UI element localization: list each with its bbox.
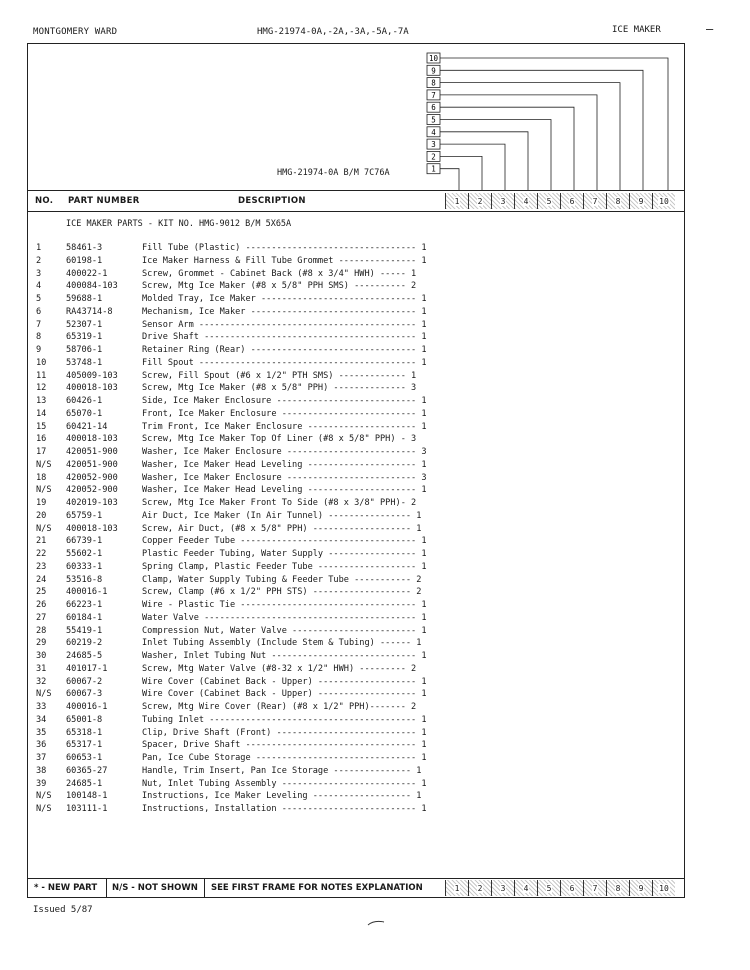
part-number: 65319-1	[66, 332, 103, 343]
diagram-area	[28, 44, 684, 190]
part-index: 39	[36, 778, 47, 789]
part-number: 420051-900	[66, 459, 118, 470]
part-index: 8	[36, 332, 42, 343]
part-index: 3	[36, 268, 42, 279]
part-description: Screw, Mtg Ice Maker Top Of Liner (#8 x 5/8" PPH) - 3	[142, 434, 417, 445]
table-row	[28, 434, 684, 447]
part-index: 13	[36, 396, 47, 406]
part-description: Plastic Feeder Tubing, Water Supply ----------------- 1	[142, 549, 427, 559]
frame-number-cell: 2	[468, 193, 491, 209]
callout-number: 8	[431, 78, 436, 88]
part-description: Mechanism, Ice Maker -------------------------------- 1	[142, 306, 427, 317]
part-number: 400018-103	[66, 523, 118, 534]
frame-number-cell: 6	[560, 880, 583, 896]
table-row	[28, 804, 684, 817]
part-index: 20	[36, 510, 47, 521]
callout-leader	[440, 132, 528, 190]
part-number: 24685-1	[66, 778, 103, 789]
part-description: Screw, Mtg Ice Maker (#8 x 5/8" PPH SMS) ---------- 2	[142, 281, 417, 292]
table-row	[28, 447, 684, 460]
part-description: Clip, Drive Shaft (Front) --------------------------- 1	[142, 727, 427, 738]
part-number: 65317-1	[66, 740, 103, 751]
frame-number-cell: 10	[652, 880, 675, 896]
callout-leader	[440, 70, 643, 190]
table-row	[28, 358, 684, 371]
part-index: 27	[36, 612, 47, 623]
part-number: 103111-1	[66, 804, 108, 814]
table-row	[28, 715, 684, 728]
part-index: 9	[36, 345, 42, 355]
part-index: N/S	[36, 804, 52, 814]
frame-number-cell: 7	[583, 880, 606, 896]
table-row	[28, 409, 684, 422]
part-description: Clamp, Water Supply Tubing & Feeder Tube ----------- 2	[142, 574, 422, 585]
part-index: 33	[36, 702, 47, 712]
frame-number-cell: 9	[629, 880, 652, 896]
part-number: 59688-1	[66, 294, 103, 304]
part-number: 60653-1	[66, 753, 103, 763]
part-index: 38	[36, 765, 47, 776]
part-description: Spacer, Drive Shaft --------------------------------- 1	[142, 740, 427, 751]
part-description: Instructions, Ice Maker Leveling ------------------- 1	[142, 791, 422, 802]
part-number: 60421-14	[66, 421, 108, 432]
part-number: RA43714-8	[66, 306, 113, 317]
part-description: Tubing Inlet ---------------------------------------- 1	[142, 714, 427, 725]
part-description: Side, Ice Maker Enclosure --------------------------- 1	[142, 396, 427, 406]
column-header	[28, 190, 684, 212]
part-number: 60067-2	[66, 676, 103, 687]
part-number: 53748-1	[66, 357, 103, 368]
part-number: 400018-103	[66, 383, 118, 394]
part-description: Washer, Inlet Tubing Nut ---------------------------- 1	[142, 651, 427, 661]
part-index: 29	[36, 638, 47, 649]
callout-number: 2	[431, 152, 436, 162]
frame-number-cell: 9	[629, 193, 652, 209]
part-number: 60067-3	[66, 689, 103, 700]
part-index: 28	[36, 625, 47, 636]
table-row	[28, 779, 684, 792]
footer-legend	[28, 878, 684, 897]
part-description: Compression Nut, Water Valve ------------------------ 1	[142, 625, 427, 636]
part-index: 6	[36, 306, 42, 317]
part-number: 65001-8	[66, 714, 103, 725]
part-index: 4	[36, 281, 42, 292]
part-description: Wire Cover (Cabinet Back - Upper) ------------------- 1	[142, 676, 427, 687]
parts-list-frame	[27, 43, 685, 898]
table-row	[28, 651, 684, 664]
part-description: Washer, Ice Maker Head Leveling --------------------- 1	[142, 485, 427, 496]
part-index: 26	[36, 600, 47, 610]
part-number: 400022-1	[66, 268, 108, 279]
table-row	[28, 766, 684, 779]
part-description: Pan, Ice Cube Storage ------------------------------- 1	[142, 753, 427, 763]
callout-number: 4	[431, 127, 436, 137]
pen-mark	[366, 918, 386, 928]
part-number: 55602-1	[66, 549, 103, 559]
table-row	[28, 332, 684, 345]
model-numbers: HMG-21974-0A,-2A,-3A,-5A,-7A	[257, 27, 409, 37]
frame-number-cell: 4	[514, 193, 537, 209]
callout-number: 3	[431, 140, 436, 150]
part-index: 25	[36, 587, 47, 598]
part-description: Wire - Plastic Tie ---------------------------------- 1	[142, 600, 427, 610]
part-description: Nut, Inlet Tubing Assembly -------------------------- 1	[142, 778, 427, 789]
table-row	[28, 269, 684, 282]
part-description: Screw, Air Duct, (#8 x 5/8" PPH) ------------------- 1	[142, 523, 422, 534]
brand-name: MONTGOMERY WARD	[33, 27, 118, 37]
table-row	[28, 485, 684, 498]
part-number: 66223-1	[66, 600, 103, 610]
callout-leader	[440, 58, 668, 190]
table-row	[28, 371, 684, 384]
frame-number-cell: 3	[491, 193, 514, 209]
part-number: 65318-1	[66, 727, 103, 738]
callout-leader	[440, 156, 482, 190]
part-number: 60184-1	[66, 612, 103, 623]
part-description: Ice Maker Harness & Fill Tube Grommet --------------- 1	[142, 255, 427, 266]
part-index: 19	[36, 498, 47, 508]
part-index: 5	[36, 294, 42, 304]
part-description: Screw, Fill Spout (#6 x 1/2" PTH SMS) ------------- 1	[142, 370, 417, 381]
callout-number: 10	[428, 54, 439, 63]
table-row	[28, 664, 684, 677]
frame-number-cell: 6	[560, 193, 583, 209]
table-row	[28, 498, 684, 511]
part-index: 36	[36, 740, 47, 751]
table-row	[28, 562, 684, 575]
table-row	[28, 702, 684, 715]
part-index: 22	[36, 549, 47, 559]
callout-leader	[440, 120, 551, 191]
part-index: 23	[36, 561, 47, 572]
table-row	[28, 753, 684, 766]
table-row	[28, 728, 684, 741]
part-number: 400084-103	[66, 281, 118, 292]
part-description: Screw, Grommet - Cabinet Back (#8 x 3/4" HWH) ----- 1	[142, 268, 417, 279]
frame-number-strip-bottom	[445, 880, 675, 896]
table-row	[28, 396, 684, 409]
part-index: 12	[36, 383, 47, 394]
part-description: Screw, Clamp (#6 x 1/2" PPH STS) ------------------- 2	[142, 587, 422, 598]
part-description: Instructions, Installation -------------------------- 1	[142, 804, 427, 814]
table-row	[28, 281, 684, 294]
part-description: Screw, Mtg Wire Cover (Rear) (#8 x 1/2" PPH)------- 2	[142, 702, 417, 712]
part-description: Washer, Ice Maker Enclosure ------------------------- 3	[142, 447, 427, 457]
part-number: 60426-1	[66, 396, 103, 406]
part-index: 35	[36, 727, 47, 738]
part-description: Washer, Ice Maker Head Leveling --------------------- 1	[142, 459, 427, 470]
part-number: 55419-1	[66, 625, 103, 636]
table-row	[28, 575, 684, 588]
part-number: 53516-8	[66, 574, 103, 585]
part-description: Spring Clamp, Plastic Feeder Tube ------------------- 1	[142, 561, 427, 572]
page-title: ICE MAKER	[612, 25, 661, 35]
part-index: 30	[36, 651, 47, 661]
part-index: 11	[36, 370, 47, 381]
frame-number-cell: 1	[445, 880, 468, 896]
table-row	[28, 613, 684, 626]
frame-number-cell: 5	[537, 193, 560, 209]
part-number: 420052-900	[66, 472, 118, 483]
table-row	[28, 460, 684, 473]
part-number: 100148-1	[66, 791, 108, 802]
part-index: 17	[36, 447, 47, 457]
part-description: Drive Shaft ----------------------------------------- 1	[142, 332, 427, 343]
part-number: 401017-1	[66, 663, 108, 674]
table-row	[28, 294, 684, 307]
legend-not-shown: N/S - NOT SHOWN	[112, 883, 198, 893]
callout-leader	[440, 95, 597, 190]
callout-leader	[440, 144, 505, 190]
frame-number-cell: 2	[468, 880, 491, 896]
part-number: 24685-5	[66, 651, 103, 661]
part-index: 24	[36, 574, 47, 585]
part-index: 31	[36, 663, 47, 674]
part-index: 1	[36, 243, 42, 253]
table-row	[28, 600, 684, 613]
callout-number: 5	[431, 115, 436, 125]
callout-number: 1	[431, 164, 436, 174]
part-number: 65759-1	[66, 510, 103, 521]
table-row	[28, 536, 684, 549]
part-description: Screw, Mtg Water Valve (#8-32 x 1/2" HWH) --------- 2	[142, 663, 417, 674]
part-index: N/S	[36, 523, 52, 534]
frame-number-cell: 5	[537, 880, 560, 896]
part-description: Fill Tube (Plastic) --------------------------------- 1	[142, 243, 427, 253]
part-index: 15	[36, 421, 47, 432]
part-description: Screw, Mtg Ice Maker Front To Side (#8 x 3/8" PPH)- 2	[142, 498, 417, 508]
part-index: 7	[36, 319, 42, 330]
part-index: 32	[36, 676, 47, 687]
table-row	[28, 677, 684, 690]
table-row	[28, 383, 684, 396]
part-index: 14	[36, 408, 47, 419]
part-description: Inlet Tubing Assembly (Include Stem & Tubing) ------ 1	[142, 638, 422, 649]
diagram-bm-label: HMG-21974-0A B/M 7C76A	[277, 168, 390, 178]
frame-number-strip-top	[445, 193, 675, 209]
part-description: Front, Ice Maker Enclosure -------------------------- 1	[142, 408, 427, 419]
frame-number-cell: 8	[606, 193, 629, 209]
part-index: 2	[36, 255, 42, 266]
table-row	[28, 587, 684, 600]
table-row	[28, 243, 684, 256]
part-number: 420052-900	[66, 485, 118, 496]
part-number: 60198-1	[66, 255, 103, 266]
part-description: Air Duct, Ice Maker (In Air Tunnel) ---------------- 1	[142, 510, 422, 521]
part-index: 34	[36, 714, 47, 725]
callout-number: 6	[431, 103, 436, 113]
part-number: 402019-103	[66, 498, 118, 508]
part-index: 10	[36, 357, 47, 368]
part-index: N/S	[36, 791, 52, 802]
callout-number: 7	[431, 90, 436, 100]
part-description: Water Valve ----------------------------------------- 1	[142, 612, 427, 623]
part-number: 405009-103	[66, 370, 118, 381]
part-number: 52307-1	[66, 319, 103, 330]
part-description: Washer, Ice Maker Enclosure ------------------------- 3	[142, 472, 427, 483]
table-row	[28, 791, 684, 804]
part-description: Trim Front, Ice Maker Enclosure --------------------- 1	[142, 421, 427, 432]
part-description: Screw, Mtg Ice Maker (#8 x 5/8" PPH) -------------- 3	[142, 383, 417, 394]
frame-number-cell: 10	[652, 193, 675, 209]
part-number: 400016-1	[66, 587, 108, 598]
table-row	[28, 524, 684, 537]
part-description: Copper Feeder Tube ---------------------------------- 1	[142, 536, 427, 547]
table-row	[28, 256, 684, 269]
callout-number: 9	[431, 66, 436, 76]
table-row	[28, 626, 684, 639]
part-index: 37	[36, 753, 47, 763]
part-index: 18	[36, 472, 47, 483]
part-description: Handle, Trim Insert, Pan Ice Storage --------------- 1	[142, 765, 422, 776]
table-row	[28, 307, 684, 320]
table-row	[28, 511, 684, 524]
table-row	[28, 345, 684, 358]
frame-number-cell: 4	[514, 880, 537, 896]
table-row	[28, 422, 684, 435]
part-index: N/S	[36, 485, 52, 496]
callout-leader	[440, 83, 620, 190]
column-no: NO.	[35, 196, 54, 206]
callout-leader	[440, 169, 459, 190]
part-description: Retainer Ring (Rear) -------------------------------- 1	[142, 345, 427, 355]
part-number: 65070-1	[66, 408, 103, 419]
table-row	[28, 320, 684, 333]
part-index: N/S	[36, 459, 52, 470]
table-row	[28, 549, 684, 562]
part-index: N/S	[36, 689, 52, 700]
legend-see-first-frame: SEE FIRST FRAME FOR NOTES EXPLANATION	[211, 883, 423, 893]
table-row	[28, 689, 684, 702]
legend-new-part: * - NEW PART	[34, 883, 98, 893]
part-number: 66739-1	[66, 536, 103, 547]
part-index: 16	[36, 434, 47, 445]
table-row	[28, 638, 684, 651]
part-index: 21	[36, 536, 47, 547]
frame-number-cell: 3	[491, 880, 514, 896]
part-number: 400016-1	[66, 702, 108, 712]
part-number: 58706-1	[66, 345, 103, 355]
table-row	[28, 740, 684, 753]
part-description: Sensor Arm ------------------------------------------ 1	[142, 319, 427, 330]
part-number: 400018-103	[66, 434, 118, 445]
part-number: 60333-1	[66, 561, 103, 572]
part-description: Molded Tray, Ice Maker ------------------------------ 1	[142, 294, 427, 304]
column-part-number: PART NUMBER	[68, 196, 140, 206]
part-number: 60365-27	[66, 765, 108, 776]
frame-number-cell: 8	[606, 880, 629, 896]
part-description: Wire Cover (Cabinet Back - Upper) ------------------- 1	[142, 689, 427, 700]
table-row	[28, 473, 684, 486]
frame-number-cell: 7	[583, 193, 606, 209]
part-number: 60219-2	[66, 638, 103, 649]
kit-line: ICE MAKER PARTS - KIT NO. HMG-9012 B/M 5X65A	[66, 219, 292, 229]
column-description: DESCRIPTION	[238, 196, 306, 206]
part-number: 420051-900	[66, 447, 118, 457]
part-number: 58461-3	[66, 243, 103, 253]
issued-date: Issued 5/87	[33, 905, 93, 915]
header-dash: —	[706, 22, 714, 36]
part-description: Fill Spout ------------------------------------------ 1	[142, 357, 427, 368]
frame-number-cell: 1	[445, 193, 468, 209]
